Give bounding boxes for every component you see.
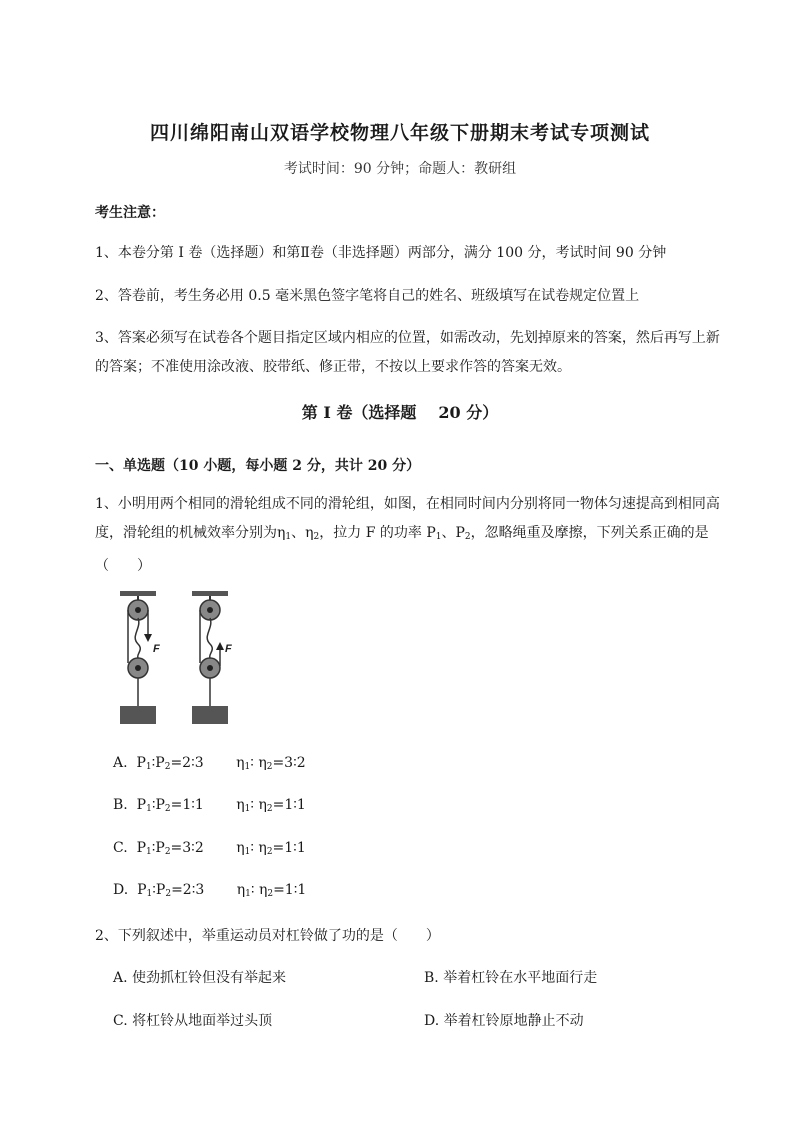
colon: ∶ xyxy=(152,882,156,898)
q1-text-b: ，拉力 F 的功率 P xyxy=(319,525,436,541)
p-symbol: P xyxy=(136,797,147,813)
eta-symbol: η xyxy=(236,755,245,771)
left-weight xyxy=(120,706,156,724)
section-title xyxy=(0,400,800,423)
left-ceiling xyxy=(120,591,156,596)
q1-option-d[interactable]: D. $P_1∶P_2=2∶3$ $\eta_1∶$ $\eta_2=1∶1$ xyxy=(113,882,307,899)
section-title-left: 第 I 卷（选择题 xyxy=(301,403,417,422)
colon: ∶ xyxy=(151,755,156,771)
q1-text-c: ，忽略绳重及摩擦，下列关系正确的是（ ） xyxy=(95,525,709,574)
colon: ∶ xyxy=(151,840,156,856)
q1-option-c[interactable]: C. $P_1∶P_2=3∶2$ $\eta_1∶$ $\eta_2=1∶1$ xyxy=(113,840,306,857)
colon: ∶ xyxy=(151,797,156,813)
left-force-label: F xyxy=(153,643,160,655)
power-ratio: =2∶3 xyxy=(170,755,204,771)
option-letter: D. xyxy=(113,882,129,898)
part-heading: 一、单选题（10 小题，每小题 2 分，共计 20 分） xyxy=(95,458,421,474)
question-1-text xyxy=(95,490,745,581)
eta-symbol: η xyxy=(258,797,267,813)
right-weight xyxy=(192,706,228,724)
q1-text-a: 1、小明用两个相同的滑轮组成不同的滑轮组，如图，在相同时间内分别将同一物体匀速提高到相同高度，滑轮组的机械效率分别为η xyxy=(95,496,720,541)
exam-info: 考试时间：90 分钟；命题人：教研组 xyxy=(283,161,517,177)
eta1-sub: 1 xyxy=(285,532,292,542)
eta-symbol: η xyxy=(258,840,267,856)
eta2-sub: 2 xyxy=(313,532,320,542)
left-pulley-system xyxy=(120,591,160,724)
p-symbol: P xyxy=(137,882,147,898)
option-letter: C. xyxy=(113,840,128,856)
section-title-right: 20 分） xyxy=(438,403,499,422)
power-ratio: =3∶2 xyxy=(170,840,204,856)
power-ratio: =1∶1 xyxy=(170,797,204,813)
notice-item-1: 1、本卷分第 I 卷（选择题）和第Ⅱ卷（非选择题）两部分，满分 100 分，考试时间 90 分钟 xyxy=(95,245,667,261)
eta-symbol: η xyxy=(236,840,245,856)
notice-item-2: 2、答卷前，考生务必用 0.5 毫米黑色签字笔将自己的姓名、班级填写在试卷规定位置上 xyxy=(95,288,640,304)
efficiency-ratio: =1∶1 xyxy=(272,840,306,856)
efficiency-ratio: =1∶1 xyxy=(272,797,306,813)
right-pulley-system xyxy=(192,591,232,724)
q2-option-d[interactable]: D. 举着杠铃原地静止不动 xyxy=(424,1013,584,1029)
right-force-label: F xyxy=(225,643,232,655)
eta-symbol: η xyxy=(258,755,267,771)
q1-option-a[interactable]: A. $P_1∶P_2=2∶3$ $\eta_1∶$ $\eta_2=3∶2$ xyxy=(113,755,306,772)
q2-option-a[interactable]: A. 使劲抓杠铃但没有举起来 xyxy=(113,970,287,986)
eta-symbol: η xyxy=(236,882,246,898)
pulley-figure xyxy=(112,588,247,728)
q2-option-b[interactable]: B. 举着杠铃在水平地面行走 xyxy=(424,970,598,986)
option-letter: A. xyxy=(113,755,128,771)
p-symbol: P xyxy=(136,755,146,771)
p-symbol: P xyxy=(155,797,165,813)
p-symbol: P xyxy=(155,840,165,856)
p1-sub: 1 xyxy=(435,532,442,542)
option-letter: B. xyxy=(113,797,128,813)
document-title: 四川绵阳南山双语学校物理八年级下册期末考试专项测试 xyxy=(149,122,650,144)
question-2-text: 2、下列叙述中，举重运动员对杠铃做了功的是（ ） xyxy=(95,928,440,944)
notice-heading: 考生注意： xyxy=(95,205,165,221)
q1-sep1: 、η xyxy=(291,525,314,541)
right-ceiling xyxy=(192,591,228,596)
q2-option-c[interactable]: C. 将杠铃从地面举过头顶 xyxy=(113,1013,273,1029)
efficiency-ratio: =3∶2 xyxy=(272,755,306,771)
power-ratio: =2∶3 xyxy=(171,882,205,898)
efficiency-ratio: =1∶1 xyxy=(273,882,307,898)
p2-sub: 2 xyxy=(464,532,471,542)
eta-symbol: η xyxy=(236,797,245,813)
p-symbol: P xyxy=(136,840,146,856)
eta-symbol: η xyxy=(258,882,268,898)
q1-sep2: 、P xyxy=(441,525,465,541)
p-symbol: P xyxy=(155,755,165,771)
p-symbol: P xyxy=(155,882,166,898)
notice-item-3: 3、答案必须写在试卷各个题目指定区域内相应的位置，如需改动，先划掉原来的答案，然后再写上新的答案；不准使用涂改液、胶带纸、修正带，不按以上要求作答的答案无效。 xyxy=(95,330,720,375)
q1-option-b[interactable]: B. $P_1∶P_2=1∶1$ $\eta_1∶$ $\eta_2=1∶1$ xyxy=(113,797,306,814)
